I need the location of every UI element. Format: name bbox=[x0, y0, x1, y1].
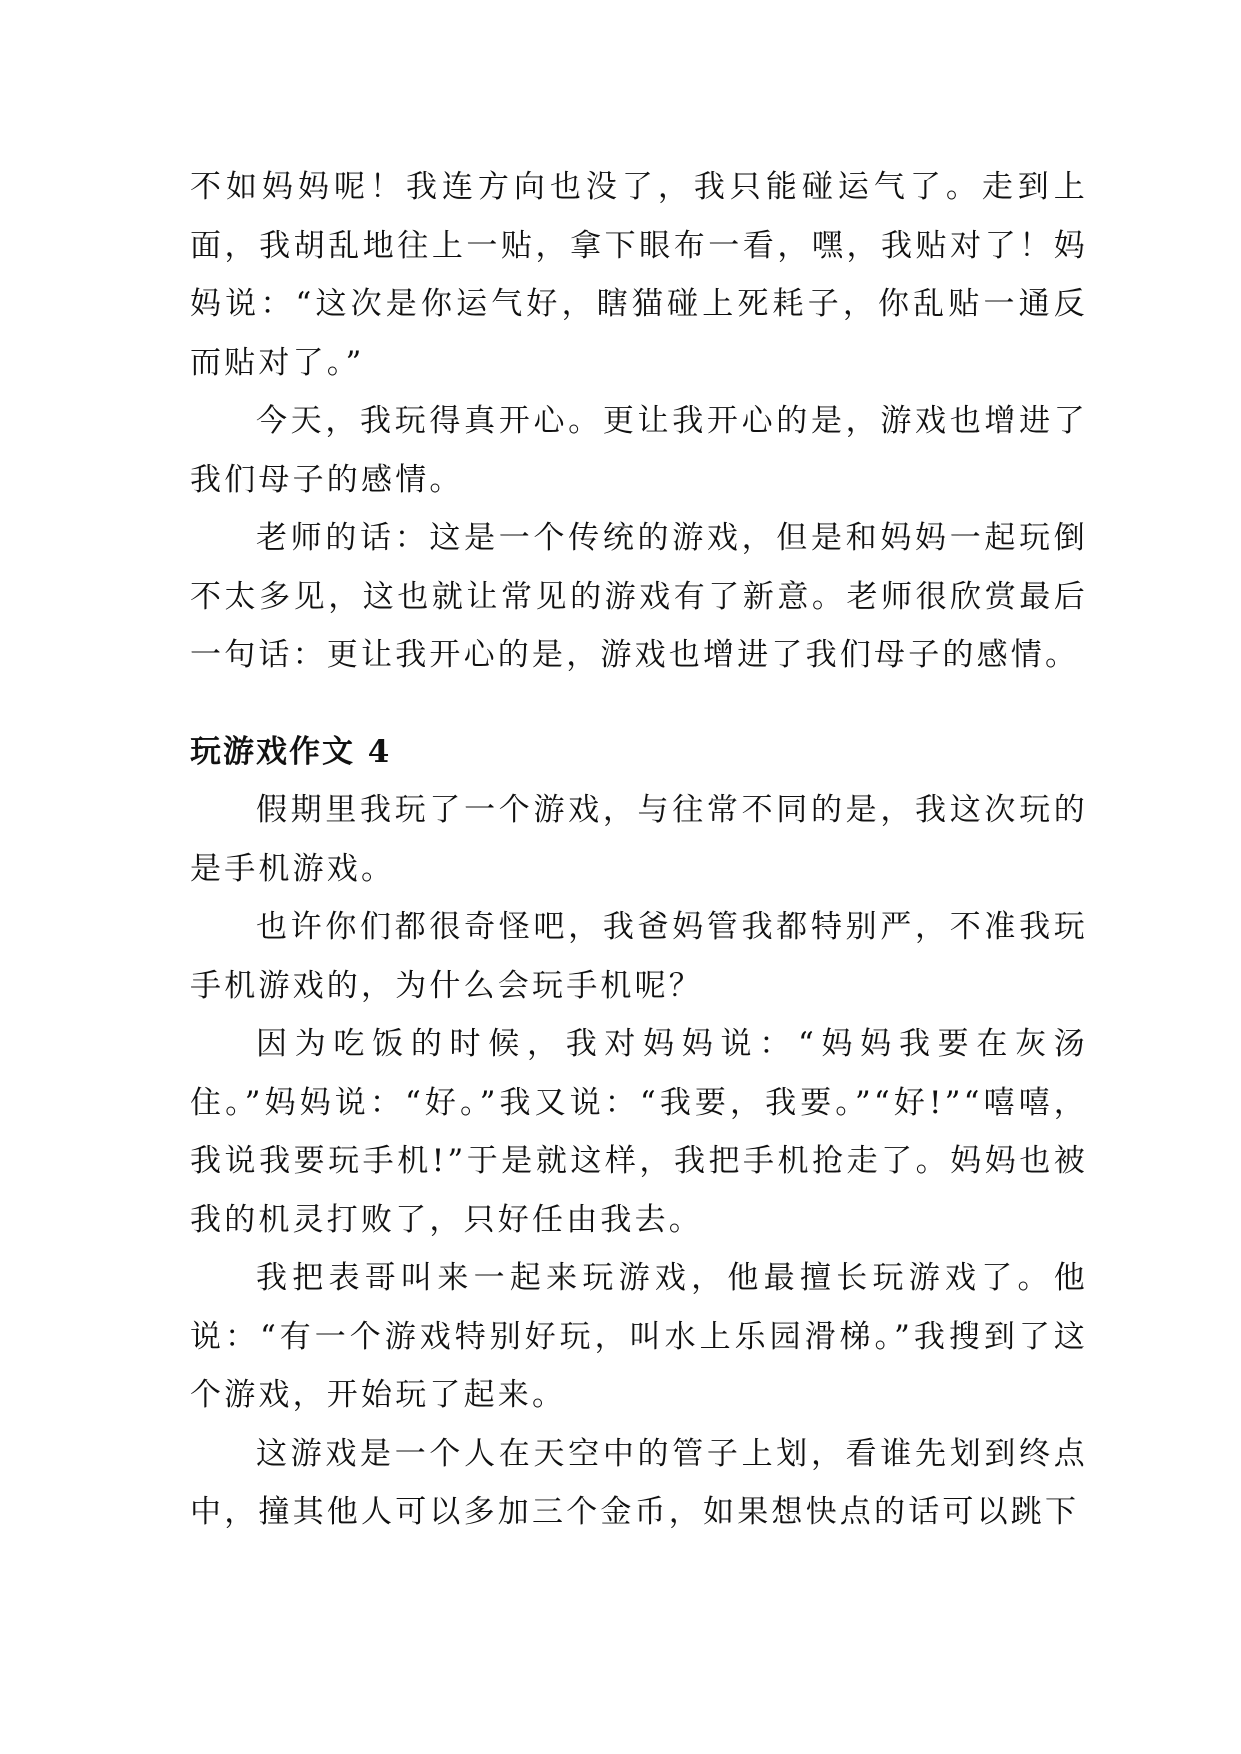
teacher-comment-paragraph: 老师的话：这是一个传统的游戏，但是和妈妈一起玩倒不太多见，这也就让常见的游戏有了新意。老师很欣赏最后一句话：更让我开心的是，游戏也增进了我们母子的感情。 bbox=[190, 520, 1088, 673]
document-body bbox=[190, 158, 1088, 1542]
paragraph: 今天，我玩得真开心。更让我开心的是，游戏也增进了我们母子的感情。 bbox=[190, 403, 1088, 498]
paragraph: 这游戏是一个人在天空中的管子上划，看谁先划到终点中，撞其他人可以多加三个金币，如果想快点的话可以跳下 bbox=[190, 1435, 1088, 1530]
paragraph: 因为吃饭的时候，我对妈妈说：“妈妈我要在灰汤住。”妈妈说：“好。”我又说：“我要，我要。”“好!”“嘻嘻，我说我要玩手机!”于是就这样，我把手机抢走了。妈妈也被我的机灵打败了，只好任由我去。 bbox=[190, 1026, 1088, 1238]
section-title: 玩游戏作文 4 bbox=[190, 733, 392, 770]
paragraph: 我把表哥叫来一起来玩游戏，他最擅长玩游戏了。他说：“有一个游戏特别好玩，叫水上乐园滑梯。”我搜到了这个游戏，开始玩了起来。 bbox=[190, 1260, 1088, 1413]
paragraph-continued: 不如妈妈呢！我连方向也没了，我只能碰运气了。走到上面，我胡乱地往上一贴，拿下眼布一看，嘿，我贴对了！妈妈说：“这次是你运气好，瞎猫碰上死耗子，你乱贴一通反而贴对了。” bbox=[190, 169, 1088, 381]
paragraph: 假期里我玩了一个游戏，与往常不同的是，我这次玩的是手机游戏。 bbox=[190, 792, 1088, 887]
paragraph: 也许你们都很奇怪吧，我爸妈管我都特别严，不准我玩手机游戏的，为什么会玩手机呢？ bbox=[190, 909, 1088, 1004]
